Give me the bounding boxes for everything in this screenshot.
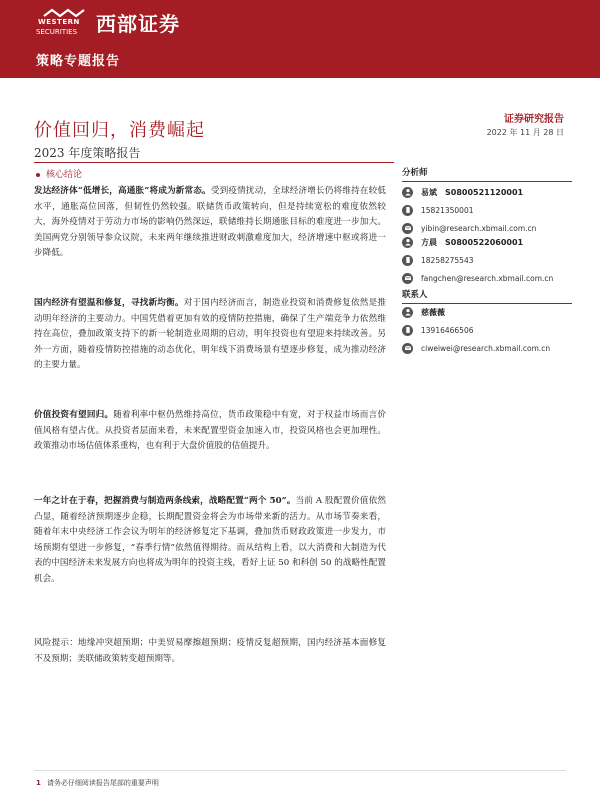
- analyst-2-row: [402, 235, 523, 249]
- analyst-1-email-row[interactable]: [402, 221, 536, 235]
- phone-icon: [402, 255, 413, 266]
- mail-icon: [402, 223, 413, 234]
- contact-phone-row: [402, 323, 474, 337]
- paragraph-lead: 发达经济体“低增长，高通胀”将成为新常态。: [34, 186, 211, 196]
- analyst-2-email-row[interactable]: [402, 271, 553, 285]
- analyst-name: 方晨: [421, 236, 437, 247]
- footer-divider: [34, 770, 566, 771]
- contact-name: 慈薇薇: [421, 306, 445, 317]
- person-icon: [402, 307, 413, 318]
- analyst-email-link[interactable]: yibin@research.xbmail.com.cn: [421, 223, 537, 233]
- contact-row: [402, 305, 453, 319]
- person-icon: [402, 237, 413, 248]
- analyst-email-link[interactable]: fangchen@research.xbmail.com.cn: [421, 273, 554, 283]
- person-icon: [402, 187, 413, 198]
- paragraph-lead: 国内经济有望温和修复，寻找新均衡。: [34, 298, 184, 308]
- analyst-2-phone-row: [402, 253, 474, 267]
- report-title: 价值回归，消费崛起: [34, 120, 205, 141]
- footer-disclaimer: 请务必仔细阅读报告尾部的重要声明: [46, 779, 159, 787]
- contact-divider: [402, 303, 572, 304]
- risk-warning-text: 风险提示：地缘冲突超预期；中美贸易摩擦超预期；疫情反复超预期，国内经济基本面修复不及预期；美联储政策转变超预期等。: [34, 638, 386, 664]
- company-name: 西部证券: [96, 12, 180, 36]
- analyst-cert: S0800521120001: [445, 187, 524, 197]
- paragraph-2: [34, 296, 386, 374]
- bullet-icon: [36, 173, 40, 177]
- paragraph-body: 受到疫情扰动，全球经济增长仍将维持在较低水平，通胀高位回落，但韧性仍然较强。联储货币政策转向，但是持续宽松的难度依然较大，海外疫情对于劳动力市场的影响仍然深远，联储维持长期通胀目标的难度进一步加大。美国两党分别领导参众议院，未来两年继续推进财政刺激难度加大，经济增速中枢或将进一步降低。: [34, 186, 386, 258]
- phone-icon: [402, 205, 413, 216]
- analyst-cert: S0800522060001: [445, 237, 524, 247]
- section-heading-label: 核心结论: [46, 170, 83, 180]
- logo-english-name: WESTERN: [38, 18, 80, 26]
- paragraph-body: 对于国内经济而言，制造业投资和消费修复依然是推动明年经济的主要动力。中国凭借着更加有效的疫情防控措施，确保了生产端竞争力依然维持在高位，叠加政策支持下的新一轮制造业周期的启动，明年投资也有望迎来持续改善。另外一方面，随着疫情防控措施的动态优化，明年线下消费场景有望逐步修复，成为推动经济的主要力量。: [34, 298, 386, 370]
- analysts-divider: [402, 181, 572, 182]
- document-type: 证券研究报告: [504, 114, 564, 125]
- analysts-heading: 分析师: [402, 168, 428, 178]
- analyst-phone: 18258275543: [421, 255, 474, 265]
- mail-icon: [402, 273, 413, 284]
- contact-phone: 13916466506: [421, 325, 474, 335]
- page-footer: [36, 778, 159, 788]
- section-heading: [36, 167, 82, 180]
- paragraph-3: [34, 408, 386, 455]
- logo-english-sub: SECURITIES: [36, 28, 78, 36]
- page-number: 1: [36, 779, 41, 787]
- paragraph-lead: 一年之计在于春，把握消费与制造两条线索，战略配置“两个 50”。: [34, 496, 296, 506]
- contact-email-link[interactable]: ciweiwei@research.xbmail.com.cn: [421, 343, 551, 353]
- paragraph-body: 随着利率中枢仍然维持高位，货币政策稳中有宽，对于权益市场而言价值风格有望占优。从投资者层面来看，未来配置型资金加速入市，投资风格也会更加理性。政策推动市场估值体系重构，也有利于大盘价值股的估值提升。: [34, 410, 386, 451]
- paragraph-4: [34, 494, 386, 587]
- paragraph-lead: 价值投资有望回归。: [34, 410, 114, 420]
- analyst-name: 易斌: [421, 186, 437, 197]
- contact-header: [402, 288, 572, 304]
- mail-icon: [402, 343, 413, 354]
- contact-email-row[interactable]: [402, 341, 550, 355]
- analyst-1-phone-row: [402, 203, 474, 217]
- report-category: 策略专题报告: [36, 54, 121, 69]
- report-date: 2022 年 11 月 28 日: [486, 128, 564, 137]
- contact-heading: 联系人: [402, 290, 428, 300]
- paragraph-body: 当前 A 股配置价值依然凸显，随着经济预期逐步企稳，长期配置资金将会为市场带来新的活力。从市场节奏来看，随着年末中央经济工作会议为明年的经济修复定下基调，叠加货币财政政策进一步发力，市场预期有望进一步修复，“春季行情”依然值得期待。而从结构上看，以大消费和大制造为代表的中国经济未来发展方向也将成为明年的投资主线，看好上证 50 和科创 50 的战略性配置机会。: [34, 496, 386, 584]
- analysts-header: [402, 166, 572, 182]
- analyst-1-row: [402, 185, 523, 199]
- header-banner: [0, 0, 600, 78]
- report-subtitle: 2023 年度策略报告: [34, 146, 141, 160]
- phone-icon: [402, 325, 413, 336]
- risk-warning: [34, 636, 386, 667]
- paragraph-1: [34, 184, 386, 262]
- analyst-phone: 15821350001: [421, 205, 474, 215]
- title-divider: [34, 162, 394, 163]
